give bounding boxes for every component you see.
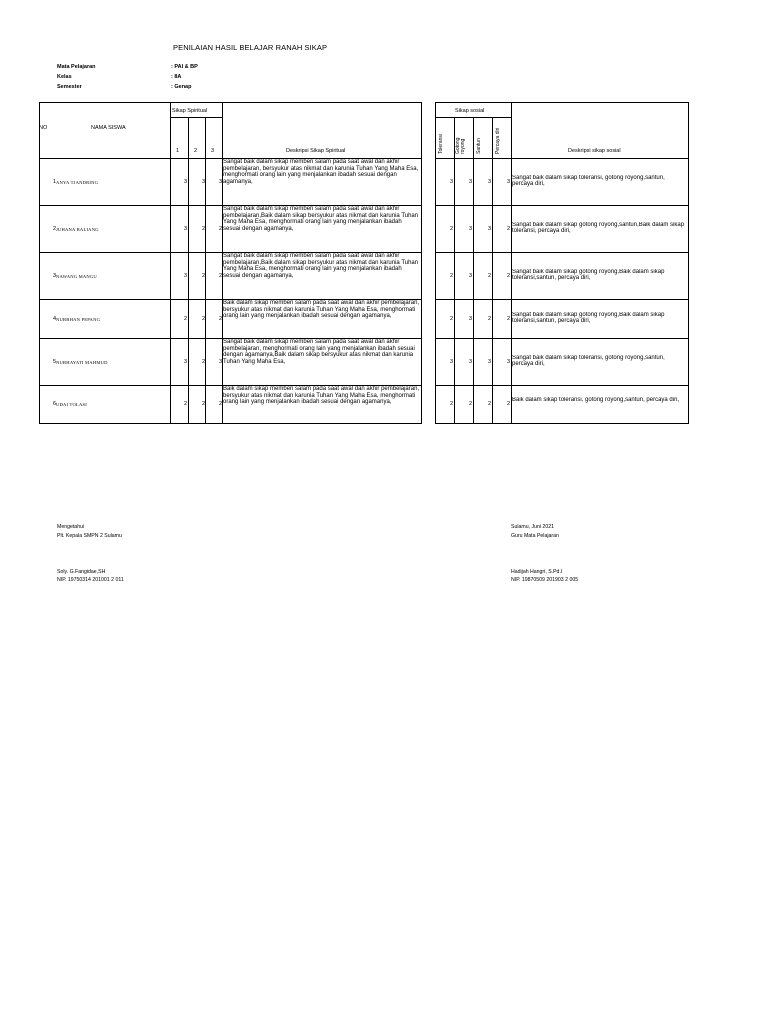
header-sosial-col: Toleransi bbox=[438, 133, 444, 154]
header-spiritual-col: 2 bbox=[194, 148, 198, 154]
student-name: ANYA TJANDRING bbox=[56, 179, 99, 185]
info-value: : PAI & BP bbox=[171, 64, 198, 70]
signature-right-line2: Guru Mata Pelajaran bbox=[511, 533, 559, 539]
header-sosial-col: Percaya diri bbox=[495, 127, 501, 154]
sosial-score: 2 bbox=[449, 315, 453, 322]
deskripsi-sosial-cell: Sangat baik dalam sikap gotong royong,Baik dalam sikap toleransi,santun, percaya diri, bbox=[512, 268, 665, 282]
spiritual-score: 2 bbox=[218, 272, 222, 279]
deskripsi-spiritual-cell: Baik dalam sikap memberi salam pada saat awal dan akhir pembelajaran, bersyukur atas nikmat dan karunia Tuhan Yang Maha Esa, menghormati orang lain yang menjalankan ibadah sesuai dengan agamanya, bbox=[223, 300, 420, 320]
info-value: : Genap bbox=[171, 84, 192, 90]
header-sikap-spiritual: Sikap Spiritual bbox=[172, 108, 208, 114]
page-title: PENILAIAN HASIL BELAJAR RANAH SIKAP bbox=[173, 43, 328, 52]
deskripsi-spiritual-cell: Sangat baik dalam sikap memberi salam pada saat awal dan akhir pembelajaran, bersyukur atas nikmat dan karunia Tuhan Yang Maha Esa, menghormati orang lain yang menjalankan ibadah sesuai dengan agamanya, bbox=[223, 159, 419, 185]
spiritual-score: 2 bbox=[218, 401, 222, 407]
student-name: NURHAYATI MAHMUD bbox=[56, 359, 108, 365]
deskripsi-spiritual-cell: Baik dalam sikap memberi salam pada saat awal dan akhir pembelajaran, bersyukur atas nikmat dan karunia Tuhan Yang Maha Esa, menghormati orang lain yang menjalankan ibadah sesuai dengan agamanya, bbox=[223, 386, 420, 406]
deskripsi-spiritual-cell: Sangat baik dalam sikap memberi salam pada saat awal dan akhir pembelajaran,Baik dalam sikap bersyukur atas nikmat dan karunia Tuhan Yang Maha Esa, menghormati orang lain yang menjalankan ibadah sesuai dengan agamanya, bbox=[223, 206, 419, 232]
spiritual-score: 2 bbox=[201, 315, 205, 322]
sosial-score: 3 bbox=[468, 315, 472, 322]
sosial-score: 3 bbox=[506, 358, 510, 365]
spiritual-score: 2 bbox=[183, 315, 187, 322]
sosial-score: 2 bbox=[506, 225, 510, 232]
deskripsi-sosial-cell: Baik dalam sikap toleransi, gotong royong,santun, percaya diri, bbox=[512, 397, 680, 403]
header-spiritual-col: 1 bbox=[176, 148, 180, 154]
info-value: : 8A bbox=[171, 74, 182, 80]
spiritual-score: 2 bbox=[201, 401, 205, 407]
grid-line bbox=[188, 117, 189, 424]
header-spiritual-col: 3 bbox=[211, 148, 215, 154]
grid-line bbox=[39, 423, 422, 424]
sosial-score: 2 bbox=[487, 272, 491, 279]
signature-right-line1: Sulamu, Juni 2021 bbox=[511, 524, 554, 530]
grid-line bbox=[421, 102, 422, 424]
spiritual-score: 3 bbox=[183, 178, 187, 185]
grid-line bbox=[435, 102, 689, 103]
grid-line bbox=[492, 117, 493, 424]
row-number: 5 bbox=[52, 358, 56, 365]
student-name: JUHANA BALIANG bbox=[56, 226, 99, 232]
sosial-score: 3 bbox=[468, 225, 472, 232]
signature-left-name: Soly. G.Fangidae,SH bbox=[57, 569, 106, 575]
grid-line bbox=[170, 117, 222, 118]
spiritual-score: 3 bbox=[183, 272, 187, 279]
student-name: NAWANG MANGU bbox=[56, 273, 97, 279]
spiritual-score: 3 bbox=[201, 178, 205, 185]
sosial-score: 2 bbox=[449, 401, 453, 407]
info-label: Mata Pelajaran bbox=[57, 64, 96, 70]
deskripsi-sosial-cell: Sangat baik dalam sikap gotong royong,Baik dalam sikap toleransi,santun, percaya diri, bbox=[512, 311, 665, 325]
sosial-score: 2 bbox=[506, 401, 510, 407]
sosial-score: 2 bbox=[487, 315, 491, 322]
header-sikap-sosial: Sikap sosial bbox=[455, 108, 485, 114]
row-number: 6 bbox=[52, 401, 56, 407]
grid-line bbox=[205, 117, 206, 424]
spiritual-score: 3 bbox=[218, 178, 222, 185]
spiritual-score: 2 bbox=[201, 358, 205, 365]
header-deskripsi-sosial: Deskripsi sikap sosial bbox=[568, 148, 621, 154]
spiritual-score: 3 bbox=[183, 358, 187, 365]
signature-left-line1: Mengetahui bbox=[57, 524, 85, 530]
sosial-score: 3 bbox=[468, 178, 472, 185]
grid-line bbox=[435, 102, 436, 424]
student-name: UDAI TOLASI bbox=[56, 402, 87, 407]
sosial-score: 3 bbox=[487, 225, 491, 232]
grid-line bbox=[39, 102, 40, 424]
header-no: NO bbox=[39, 125, 48, 131]
spiritual-score: 2 bbox=[183, 401, 187, 407]
header-sosial-col: Santun bbox=[476, 138, 482, 154]
signature-right-name: Hadijah Hangri, S.Pd.I bbox=[511, 569, 563, 575]
spiritual-score: 3 bbox=[218, 358, 222, 365]
sosial-score: 2 bbox=[468, 401, 472, 407]
sosial-score: 3 bbox=[487, 178, 491, 185]
sosial-score: 3 bbox=[506, 178, 510, 185]
sosial-score: 2 bbox=[506, 315, 510, 322]
spiritual-score: 2 bbox=[201, 272, 205, 279]
deskripsi-sosial-cell: Sangat baik dalam sikap toleransi, gotong royong,santun, percaya diri, bbox=[512, 174, 665, 188]
sosial-score: 3 bbox=[468, 272, 472, 279]
sosial-score: 3 bbox=[487, 358, 491, 365]
spiritual-score: 2 bbox=[201, 225, 205, 232]
info-label: Semester bbox=[57, 84, 82, 90]
sosial-score: 3 bbox=[449, 178, 453, 185]
sosial-score: 2 bbox=[449, 225, 453, 232]
deskripsi-sosial-cell: Sangat baik dalam sikap gotong royong,santun,Baik dalam sikap toleransi, percaya diri, bbox=[512, 221, 685, 235]
sosial-score: 3 bbox=[468, 358, 472, 365]
sosial-score: 3 bbox=[449, 358, 453, 365]
header-nama-siswa: NAMA SISWA bbox=[91, 125, 126, 131]
sosial-score: 2 bbox=[506, 272, 510, 279]
sosial-score: 2 bbox=[487, 401, 491, 407]
grid-line bbox=[454, 117, 455, 424]
deskripsi-spiritual-cell: Sangat baik dalam sikap memberi salam pada saat awal dan akhir pembelajaran, menghormati orang lain yang menjalankan ibadah sesuai dengan agamanya,Baik dalam sikap bersyukur atas nikmat dan karunia Tuhan Yang Maha Esa, bbox=[223, 339, 415, 365]
spiritual-score: 2 bbox=[218, 315, 222, 322]
grid-line bbox=[473, 117, 474, 424]
signature-right-nip: NIP. 19870509 201903 2 005 bbox=[511, 577, 579, 583]
sosial-score: 2 bbox=[449, 272, 453, 279]
spiritual-score: 2 bbox=[218, 225, 222, 232]
header-deskripsi-spiritual: Deskripsi Sikap Spiritual bbox=[286, 148, 346, 154]
deskripsi-spiritual-cell: Sangat baik dalam sikap memberi salam pada saat awal dan akhir pembelajaran,Baik dalam sikap bersyukur atas nikmat dan karunia Tuhan Yang Maha Esa, menghormati orang lain yang menjalankan ibadah sesuai dengan agamanya, bbox=[223, 253, 419, 279]
signature-left-line2: Plt. Kepala SMPN 2 Sulamu bbox=[57, 533, 122, 539]
row-number: 2 bbox=[52, 225, 56, 232]
header-sosial-col: Gotong royong bbox=[455, 137, 467, 154]
student-name: NURBHAN PEPANG bbox=[56, 316, 101, 322]
row-number: 1 bbox=[52, 178, 56, 185]
row-number: 4 bbox=[52, 315, 56, 322]
spiritual-score: 3 bbox=[183, 225, 187, 232]
signature-left-nip: NIP. 19750314 201001 2 011 bbox=[57, 577, 124, 583]
grid-line bbox=[170, 102, 171, 424]
grid-line bbox=[39, 102, 422, 103]
row-number: 3 bbox=[52, 272, 56, 279]
deskripsi-sosial-cell: Sangat baik dalam sikap toleransi, gotong royong,santun, percaya diri, bbox=[512, 354, 665, 368]
grid-line bbox=[688, 102, 689, 424]
info-label: Kelas bbox=[57, 74, 72, 80]
